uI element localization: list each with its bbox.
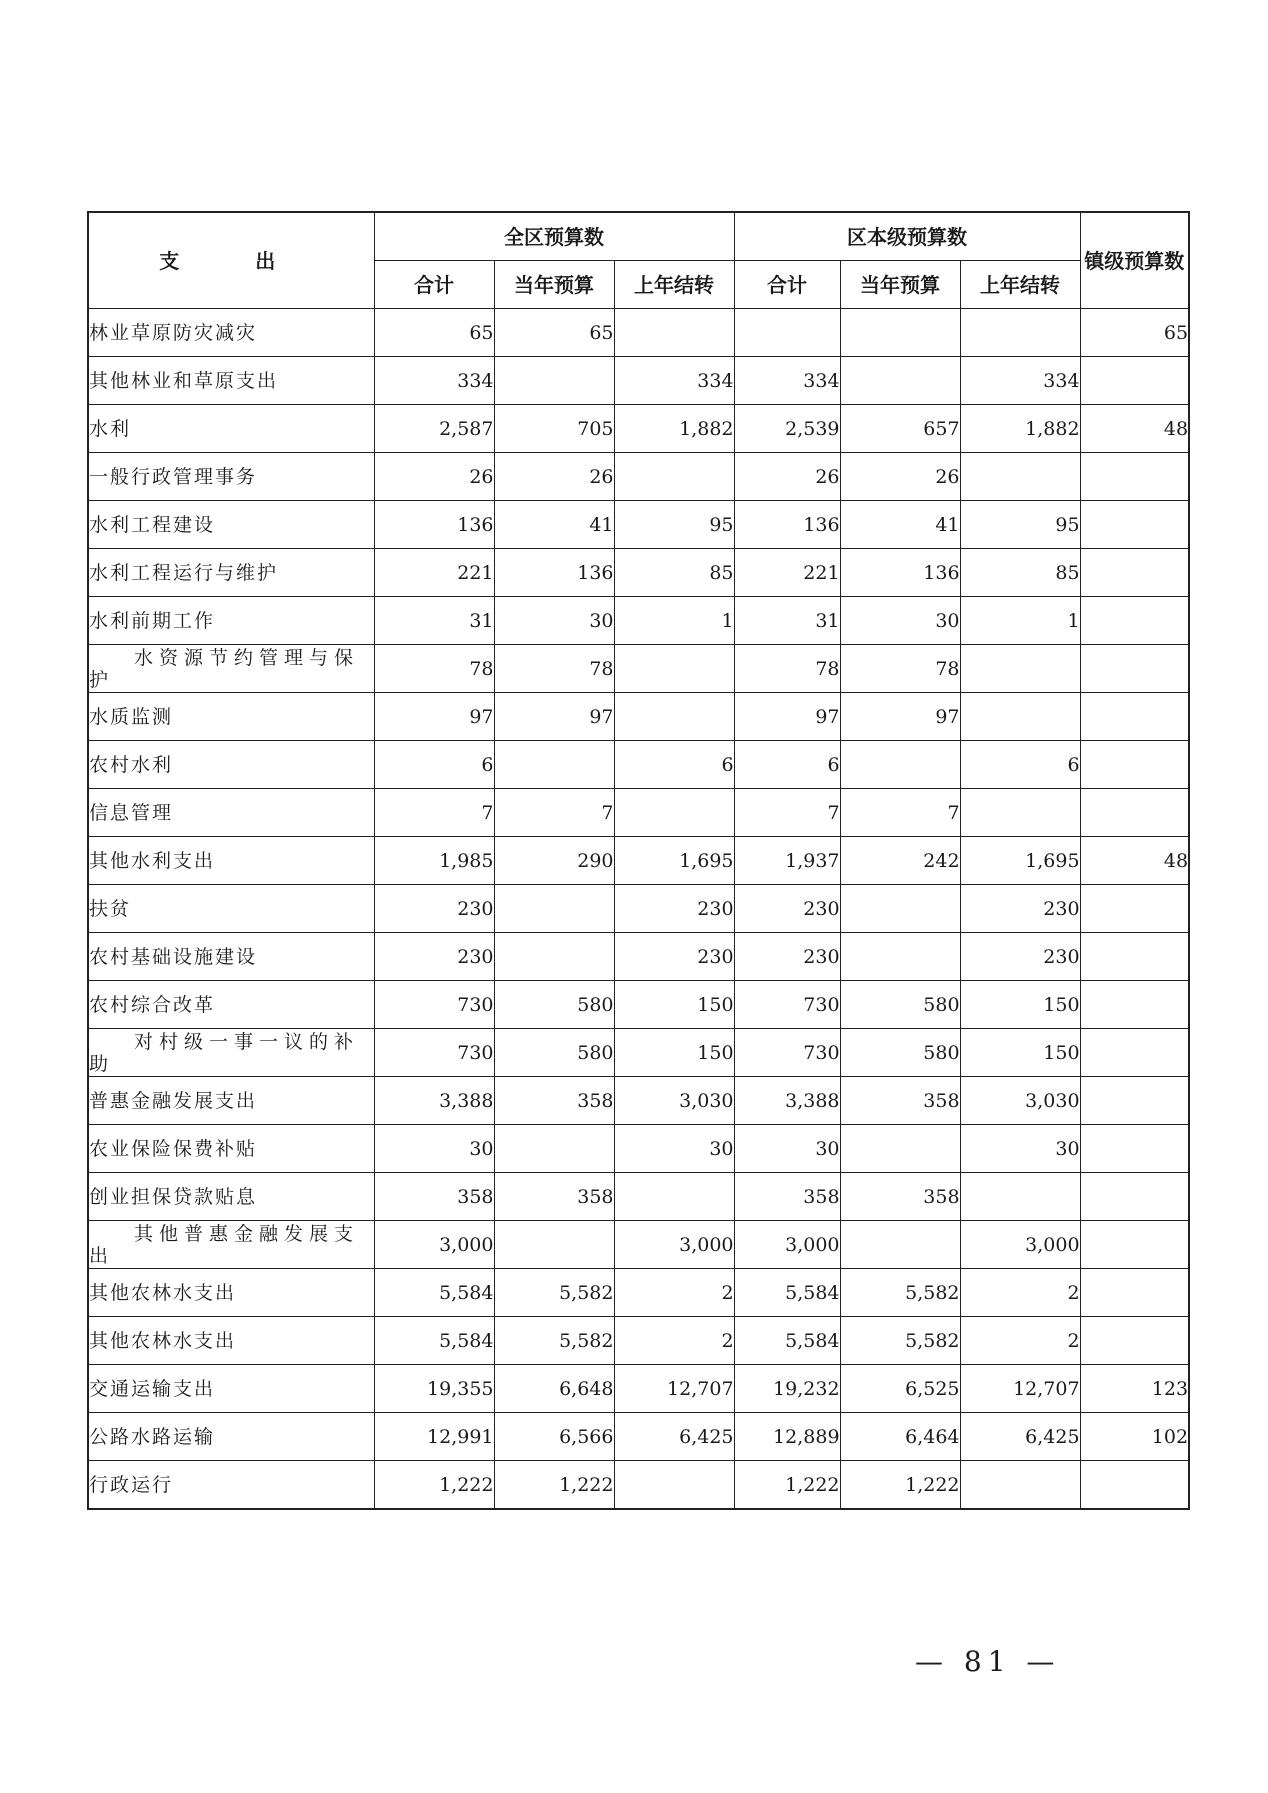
table-cell: 31 [374, 597, 494, 645]
table-cell [840, 933, 960, 981]
table-cell [1080, 789, 1189, 837]
table-cell [1080, 1077, 1189, 1125]
table-cell: 2 [960, 1269, 1080, 1317]
table-row [88, 1221, 1189, 1269]
row-label: 水质监测 [88, 693, 374, 741]
table-cell: 150 [614, 1029, 734, 1077]
header-town-level: 镇级预算数 [1080, 212, 1189, 309]
table-cell: 3,000 [734, 1221, 840, 1269]
table-cell: 7 [494, 789, 614, 837]
table-cell [840, 1221, 960, 1269]
table-cell: 5,582 [494, 1317, 614, 1365]
row-label: 其他普惠金融发展支出 [88, 1221, 374, 1269]
table-cell: 358 [840, 1077, 960, 1125]
table-row [88, 549, 1189, 597]
table-cell [1080, 549, 1189, 597]
table-cell: 3,030 [960, 1077, 1080, 1125]
table-body [88, 309, 1189, 1510]
table-cell [1080, 357, 1189, 405]
table-cell [1080, 1317, 1189, 1365]
table-cell: 95 [614, 501, 734, 549]
table-cell: 5,584 [374, 1317, 494, 1365]
header-total: 合计 [374, 261, 494, 309]
table-row [88, 1029, 1189, 1077]
table-cell: 580 [840, 1029, 960, 1077]
table-cell: 136 [734, 501, 840, 549]
table-cell: 730 [374, 981, 494, 1029]
table-cell: 334 [374, 357, 494, 405]
table-cell: 7 [734, 789, 840, 837]
table-cell [1080, 741, 1189, 789]
table-cell: 19,355 [374, 1365, 494, 1413]
row-label: 水资源节约管理与保护 [88, 645, 374, 693]
table-cell [1080, 885, 1189, 933]
table-cell [494, 933, 614, 981]
table-cell [1080, 1461, 1189, 1510]
table-cell: 580 [840, 981, 960, 1029]
row-label: 农村水利 [88, 741, 374, 789]
table-cell: 3,000 [614, 1221, 734, 1269]
table-row [88, 1077, 1189, 1125]
table-cell: 78 [734, 645, 840, 693]
table-cell: 30 [840, 597, 960, 645]
row-label: 创业担保贷款贴息 [88, 1173, 374, 1221]
row-label: 交通运输支出 [88, 1365, 374, 1413]
table-row [88, 1413, 1189, 1461]
table-cell: 230 [734, 885, 840, 933]
table-cell [960, 309, 1080, 357]
table-cell [960, 645, 1080, 693]
table-cell: 97 [374, 693, 494, 741]
row-label: 水利工程运行与维护 [88, 549, 374, 597]
table-row [88, 309, 1189, 357]
table-cell: 6 [734, 741, 840, 789]
table-cell: 290 [494, 837, 614, 885]
table-cell [1080, 1029, 1189, 1077]
table-cell [614, 453, 734, 501]
table-cell: 31 [734, 597, 840, 645]
table-cell: 6,525 [840, 1365, 960, 1413]
table-cell: 230 [960, 885, 1080, 933]
table-cell: 30 [374, 1125, 494, 1173]
row-label: 农村综合改革 [88, 981, 374, 1029]
table-cell: 6,425 [614, 1413, 734, 1461]
header-total: 合计 [734, 261, 840, 309]
table-cell [614, 693, 734, 741]
table-cell: 230 [614, 933, 734, 981]
table-cell: 5,582 [840, 1269, 960, 1317]
table-row [88, 405, 1189, 453]
table-cell: 97 [734, 693, 840, 741]
table-cell: 3,000 [960, 1221, 1080, 1269]
table-cell: 358 [494, 1173, 614, 1221]
table-cell: 97 [840, 693, 960, 741]
row-label: 对村级一事一议的补助 [88, 1029, 374, 1077]
row-label: 林业草原防灾减灾 [88, 309, 374, 357]
table-cell: 1,222 [374, 1461, 494, 1510]
header-carryover: 上年结转 [614, 261, 734, 309]
table-cell: 358 [840, 1173, 960, 1221]
table-cell [1080, 1269, 1189, 1317]
table-cell: 12,991 [374, 1413, 494, 1461]
table-cell: 95 [960, 501, 1080, 549]
table-row [88, 1461, 1189, 1510]
table-row [88, 885, 1189, 933]
row-label: 其他农林水支出 [88, 1317, 374, 1365]
table-cell: 97 [494, 693, 614, 741]
table-cell: 657 [840, 405, 960, 453]
table-cell: 12,889 [734, 1413, 840, 1461]
table-cell [960, 1461, 1080, 1510]
table-cell: 1 [614, 597, 734, 645]
table-cell: 1,937 [734, 837, 840, 885]
table-cell: 730 [374, 1029, 494, 1077]
table-cell: 2 [614, 1269, 734, 1317]
table-cell [734, 309, 840, 357]
table-row [88, 1269, 1189, 1317]
table-cell: 48 [1080, 837, 1189, 885]
table-cell: 6,648 [494, 1365, 614, 1413]
header-district-total: 全区预算数 [374, 212, 734, 261]
table-cell: 78 [374, 645, 494, 693]
table-cell: 3,388 [374, 1077, 494, 1125]
table-cell: 65 [1080, 309, 1189, 357]
table-cell [1080, 981, 1189, 1029]
table-cell: 6 [960, 741, 1080, 789]
table-cell: 2,539 [734, 405, 840, 453]
header-carryover: 上年结转 [960, 261, 1080, 309]
row-label: 其他水利支出 [88, 837, 374, 885]
table-cell: 3,000 [374, 1221, 494, 1269]
header-current-budget: 当年预算 [840, 261, 960, 309]
table-row [88, 789, 1189, 837]
table-cell: 1,695 [960, 837, 1080, 885]
table-cell [840, 309, 960, 357]
table-cell: 705 [494, 405, 614, 453]
table-cell: 78 [494, 645, 614, 693]
table-cell: 1,985 [374, 837, 494, 885]
table-cell: 5,582 [494, 1269, 614, 1317]
table-cell: 334 [734, 357, 840, 405]
table-cell [1080, 693, 1189, 741]
table-cell [1080, 645, 1189, 693]
row-label: 其他林业和草原支出 [88, 357, 374, 405]
table-cell: 1,222 [734, 1461, 840, 1510]
header-row-groups [88, 212, 1189, 261]
table-cell: 5,584 [734, 1269, 840, 1317]
table-row [88, 1317, 1189, 1365]
table-cell: 26 [494, 453, 614, 501]
table-cell: 334 [614, 357, 734, 405]
table-cell: 102 [1080, 1413, 1189, 1461]
table-cell: 334 [960, 357, 1080, 405]
table-cell: 65 [374, 309, 494, 357]
table-cell: 7 [840, 789, 960, 837]
row-label: 水利工程建设 [88, 501, 374, 549]
table-cell: 230 [960, 933, 1080, 981]
table-cell: 19,232 [734, 1365, 840, 1413]
table-cell [614, 1173, 734, 1221]
header-current-budget: 当年预算 [494, 261, 614, 309]
table-cell: 730 [734, 981, 840, 1029]
header-expense: 支 出 [88, 212, 374, 309]
table-cell [840, 741, 960, 789]
table-row [88, 693, 1189, 741]
table-cell: 358 [734, 1173, 840, 1221]
table-cell [614, 1461, 734, 1510]
table-cell: 12,707 [614, 1365, 734, 1413]
table-row [88, 1365, 1189, 1413]
table-cell: 1,882 [960, 405, 1080, 453]
row-label: 水利前期工作 [88, 597, 374, 645]
table-cell: 85 [960, 549, 1080, 597]
table-cell: 730 [734, 1029, 840, 1077]
table-cell [494, 357, 614, 405]
table-cell [494, 885, 614, 933]
table-cell: 6 [374, 741, 494, 789]
table-cell: 26 [840, 453, 960, 501]
table-cell: 136 [374, 501, 494, 549]
table-cell [1080, 453, 1189, 501]
table-cell [1080, 1221, 1189, 1269]
table-cell: 26 [734, 453, 840, 501]
table-cell: 230 [374, 885, 494, 933]
row-label: 农村基础设施建设 [88, 933, 374, 981]
table-cell [1080, 933, 1189, 981]
row-label: 信息管理 [88, 789, 374, 837]
table-row [88, 981, 1189, 1029]
table-cell: 2,587 [374, 405, 494, 453]
table-cell: 3,388 [734, 1077, 840, 1125]
table-cell: 6,464 [840, 1413, 960, 1461]
table-cell: 150 [614, 981, 734, 1029]
table-cell: 1 [960, 597, 1080, 645]
table-cell [494, 741, 614, 789]
table-cell [1080, 1173, 1189, 1221]
table-cell [960, 1173, 1080, 1221]
table-cell: 5,584 [374, 1269, 494, 1317]
table-cell [494, 1125, 614, 1173]
table-cell: 6,566 [494, 1413, 614, 1461]
table-cell [494, 1221, 614, 1269]
table-cell: 85 [614, 549, 734, 597]
table-row [88, 1125, 1189, 1173]
table-cell [840, 885, 960, 933]
table-cell: 358 [374, 1173, 494, 1221]
row-label: 水利 [88, 405, 374, 453]
table-cell: 2 [614, 1317, 734, 1365]
table-cell: 30 [734, 1125, 840, 1173]
table-cell: 6,425 [960, 1413, 1080, 1461]
table-cell: 123 [1080, 1365, 1189, 1413]
table-cell [614, 309, 734, 357]
table-cell: 6 [614, 741, 734, 789]
table-cell: 5,584 [734, 1317, 840, 1365]
table-cell: 30 [614, 1125, 734, 1173]
table-cell [960, 453, 1080, 501]
table-cell: 230 [734, 933, 840, 981]
table-cell [960, 789, 1080, 837]
table-cell: 1,882 [614, 405, 734, 453]
row-label: 公路水路运输 [88, 1413, 374, 1461]
table-row [88, 453, 1189, 501]
table-cell: 30 [494, 597, 614, 645]
table-cell: 5,582 [840, 1317, 960, 1365]
table-cell: 2 [960, 1317, 1080, 1365]
row-label: 扶贫 [88, 885, 374, 933]
table-cell: 136 [840, 549, 960, 597]
row-label: 普惠金融发展支出 [88, 1077, 374, 1125]
table-cell: 1,222 [840, 1461, 960, 1510]
table-header [88, 212, 1189, 309]
table-cell: 3,030 [614, 1077, 734, 1125]
row-label: 一般行政管理事务 [88, 453, 374, 501]
row-label: 行政运行 [88, 1461, 374, 1510]
table-cell [614, 645, 734, 693]
table-cell [840, 357, 960, 405]
table-cell: 136 [494, 549, 614, 597]
table-cell: 242 [840, 837, 960, 885]
table-row [88, 741, 1189, 789]
table-cell [1080, 597, 1189, 645]
table-cell: 7 [374, 789, 494, 837]
table-cell: 1,695 [614, 837, 734, 885]
table-cell [1080, 501, 1189, 549]
table-cell: 1,222 [494, 1461, 614, 1510]
table-cell: 580 [494, 1029, 614, 1077]
table-row [88, 1173, 1189, 1221]
table-row [88, 933, 1189, 981]
table-cell [960, 693, 1080, 741]
row-label: 农业保险保费补贴 [88, 1125, 374, 1173]
table-cell: 26 [374, 453, 494, 501]
table-cell: 230 [374, 933, 494, 981]
table-row [88, 645, 1189, 693]
table-cell [614, 789, 734, 837]
table-cell: 150 [960, 981, 1080, 1029]
table-cell: 580 [494, 981, 614, 1029]
table-cell: 221 [374, 549, 494, 597]
table-row [88, 597, 1189, 645]
row-label: 其他农林水支出 [88, 1269, 374, 1317]
budget-table [87, 211, 1190, 1510]
table-cell: 150 [960, 1029, 1080, 1077]
table-cell: 12,707 [960, 1365, 1080, 1413]
page-number: — 81 — [915, 1645, 1061, 1678]
table-cell: 65 [494, 309, 614, 357]
table-cell: 221 [734, 549, 840, 597]
header-district-level: 区本级预算数 [734, 212, 1080, 261]
table-cell [1080, 1125, 1189, 1173]
table-cell: 78 [840, 645, 960, 693]
table-row [88, 357, 1189, 405]
table-cell: 30 [960, 1125, 1080, 1173]
table-cell: 48 [1080, 405, 1189, 453]
table-row [88, 501, 1189, 549]
table-row [88, 837, 1189, 885]
table-cell: 41 [840, 501, 960, 549]
table-cell: 358 [494, 1077, 614, 1125]
table-cell [840, 1125, 960, 1173]
table-cell: 41 [494, 501, 614, 549]
table-cell: 230 [614, 885, 734, 933]
